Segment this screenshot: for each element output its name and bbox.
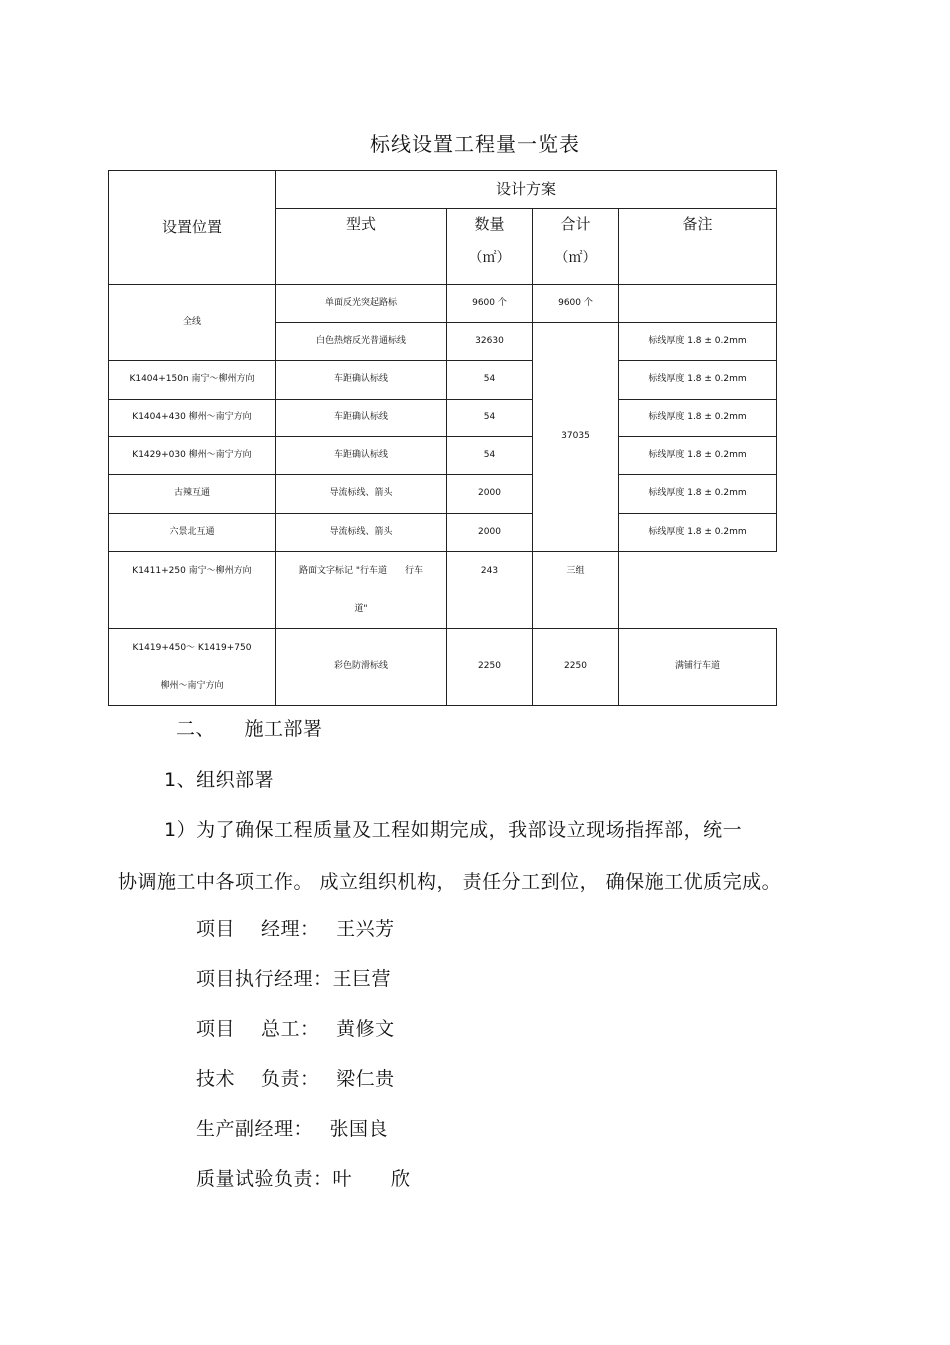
header-quantity-unit: （㎡） xyxy=(468,249,511,266)
cell-quantity: 54 xyxy=(447,400,533,437)
subheading: 1、组织部署 xyxy=(164,769,275,791)
cell-location: 全线 xyxy=(109,285,276,361)
table-row xyxy=(109,361,777,400)
cell-location: K1429+030 柳州～南宁方向 xyxy=(109,437,276,475)
staff-project-manager: 项目 经理： 王兴芳 xyxy=(196,918,395,940)
cell-type: 导流标线、箭头 xyxy=(276,514,447,552)
cell-remark: 标线厚度 1.8 ± 0.2mm xyxy=(619,437,777,475)
cell-remark xyxy=(619,285,777,323)
cell-total: 9600 个 xyxy=(533,285,619,323)
cell-type: 白色热熔反光普通标线 xyxy=(276,323,447,361)
staff-executive-manager: 项目执行经理：王巨营 xyxy=(196,968,392,990)
header-total-unit: （㎡） xyxy=(554,249,597,266)
table-row xyxy=(109,437,777,475)
cell-location: 六景北互通 xyxy=(109,514,276,552)
header-quantity xyxy=(447,209,533,285)
header-design-plan: 设计方案 xyxy=(276,171,777,209)
cell-location: 古辣互通 xyxy=(109,475,276,514)
header-total xyxy=(533,209,619,285)
cell-type: 导流标线、箭头 xyxy=(276,475,447,514)
table-title: 标线设置工程量一览表 xyxy=(370,132,580,156)
cell-location: K1411+250 南宁～柳州方向 xyxy=(109,552,276,629)
cell-type-line1: 路面文字标记 "行车道 行车 xyxy=(298,566,423,576)
cell-type xyxy=(276,552,447,629)
cell-type: 车距确认标线 xyxy=(276,361,447,400)
cell-total-merged: 37035 xyxy=(533,323,619,552)
cell-total: 2250 xyxy=(533,629,619,706)
header-location: 设置位置 xyxy=(109,171,276,285)
cell-type: 车距确认标线 xyxy=(276,437,447,475)
paragraph-line-2: 协调施工中各项工作。 成立组织机构， 责任分工到位， 确保施工优质完成。 xyxy=(118,871,782,893)
cell-remark: 标线厚度 1.8 ± 0.2mm xyxy=(619,323,777,361)
table-row xyxy=(109,400,777,437)
cell-type: 彩色防滑标线 xyxy=(276,629,447,706)
cell-location: K1404+430 柳州～南宁方向 xyxy=(109,400,276,437)
cell-location-line2: 柳州～南宁方向 xyxy=(160,681,224,691)
staff-technical-lead: 技术 负责： 梁仁贵 xyxy=(196,1068,395,1090)
cell-quantity: 54 xyxy=(447,437,533,475)
cell-quantity: 32630 xyxy=(447,323,533,361)
cell-type-line2: 道" xyxy=(354,604,368,614)
table-row xyxy=(109,552,777,629)
paragraph-line-1: 1）为了确保工程质量及工程如期完成，我部设立现场指挥部，统一 xyxy=(164,819,743,841)
staff-production-manager: 生产副经理： 张国良 xyxy=(196,1118,389,1140)
quantity-table xyxy=(108,170,777,706)
cell-remark: 三组 xyxy=(533,552,619,629)
header-total-label: 合计 xyxy=(560,215,591,233)
cell-remark: 标线厚度 1.8 ± 0.2mm xyxy=(619,475,777,514)
cell-quantity: 54 xyxy=(447,361,533,400)
section-heading: 二、 施工部署 xyxy=(176,718,323,740)
table-row xyxy=(109,285,777,323)
header-type: 型式 xyxy=(276,209,447,285)
cell-location-line1: K1419+450～ K1419+750 xyxy=(132,643,252,653)
cell-quantity: 2000 xyxy=(447,475,533,514)
cell-quantity: 2000 xyxy=(447,514,533,552)
cell-quantity: 2250 xyxy=(447,629,533,706)
table-row xyxy=(109,514,777,552)
cell-quantity: 9600 个 xyxy=(447,285,533,323)
cell-remark: 标线厚度 1.8 ± 0.2mm xyxy=(619,400,777,437)
cell-remark: 标线厚度 1.8 ± 0.2mm xyxy=(619,514,777,552)
staff-chief-engineer: 项目 总工： 黄修文 xyxy=(196,1018,395,1040)
cell-type: 车距确认标线 xyxy=(276,400,447,437)
header-remarks: 备注 xyxy=(619,209,777,285)
header-quantity-label: 数量 xyxy=(474,215,505,233)
table-row xyxy=(109,475,777,514)
cell-location: K1404+150n 南宁～柳州方向 xyxy=(109,361,276,400)
cell-remark: 标线厚度 1.8 ± 0.2mm xyxy=(619,361,777,400)
cell-type: 单面反光突起路标 xyxy=(276,285,447,323)
table-row xyxy=(109,629,777,706)
cell-quantity: 243 xyxy=(447,552,533,629)
staff-quality-test-lead: 质量试验负责：叶 欣 xyxy=(196,1168,411,1190)
cell-location xyxy=(109,629,276,706)
cell-remark: 满铺行车道 xyxy=(619,629,777,706)
